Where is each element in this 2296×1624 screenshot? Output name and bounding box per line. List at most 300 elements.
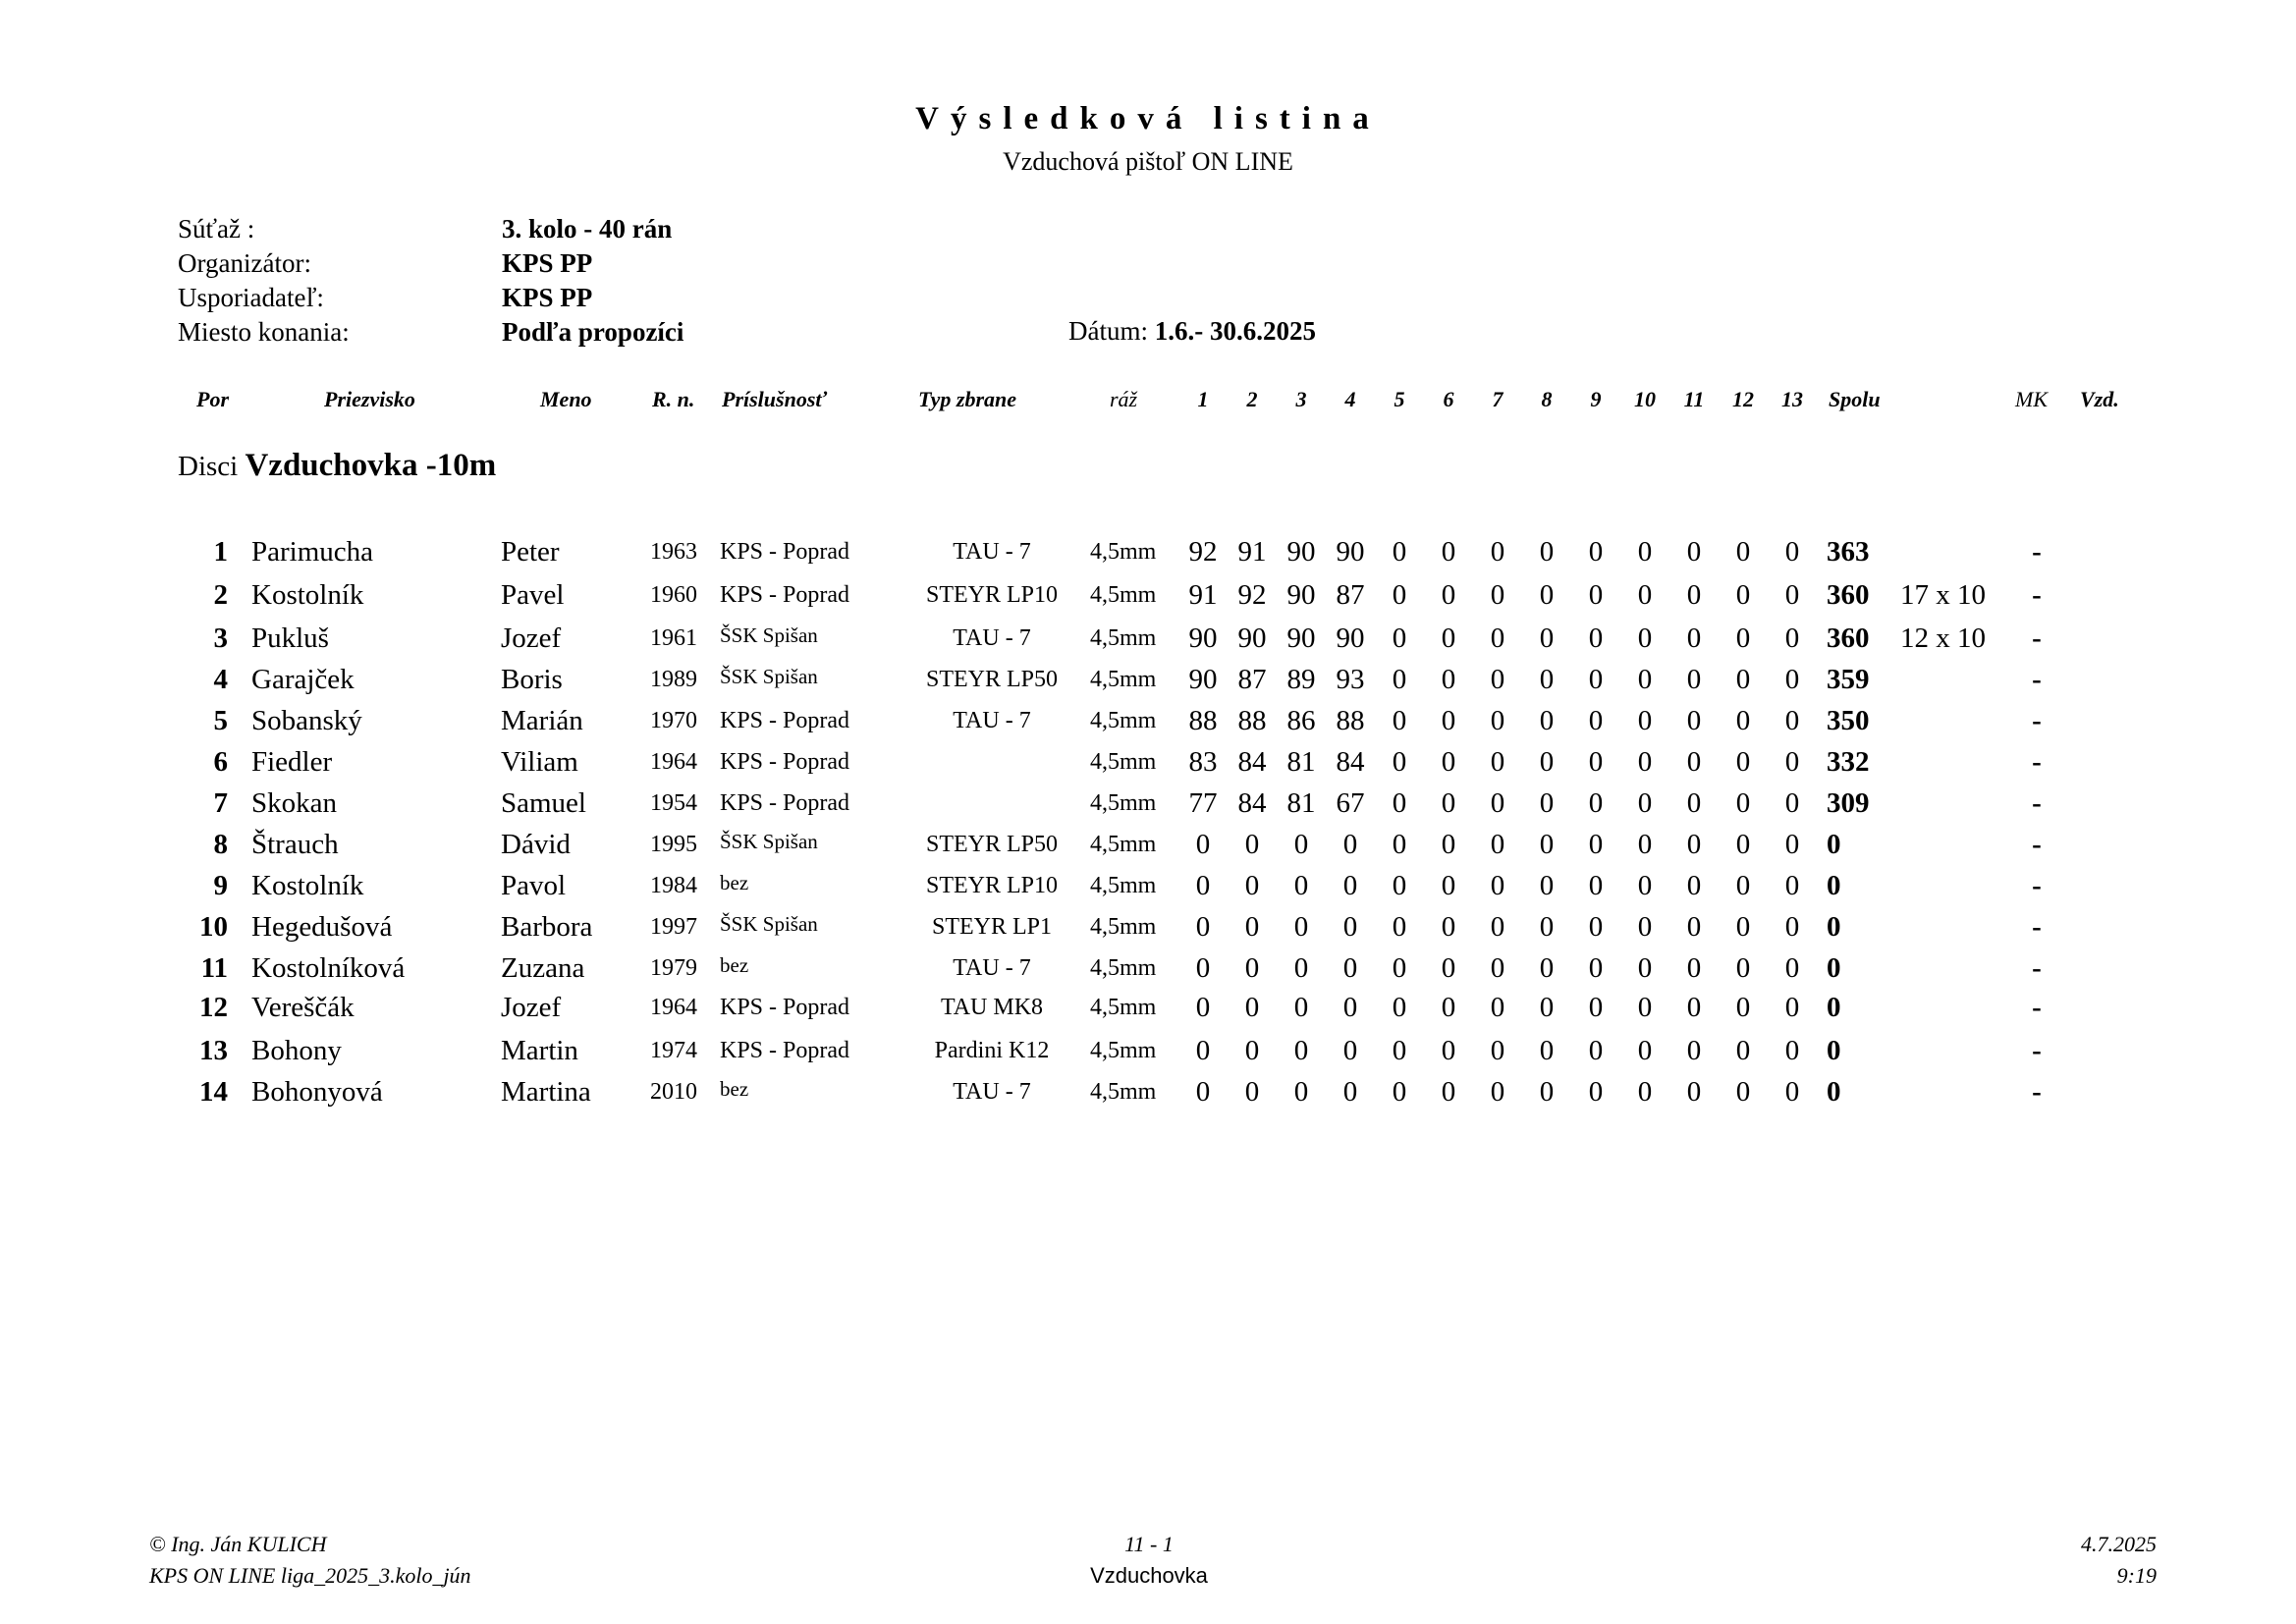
- series-score-cell: 0: [1293, 1035, 1309, 1066]
- caliber-cell: 4,5mm: [1090, 667, 1157, 692]
- info-label: Usporiadateľ:: [178, 283, 324, 312]
- caliber-cell: 4,5mm: [1090, 625, 1157, 651]
- total-cell: 332: [1827, 746, 1870, 778]
- series-score-cell: 0: [1441, 536, 1456, 568]
- series-score-cell: 0: [1342, 911, 1358, 943]
- series-score-cell: 0: [1784, 1076, 1800, 1108]
- gun-cell: TAU - 7: [953, 539, 1031, 565]
- rank-cell: 7: [213, 787, 228, 819]
- name-cell: Samuel: [501, 787, 586, 819]
- series-score-cell: 0: [1195, 992, 1211, 1023]
- surname-cell: Hegedušová: [251, 911, 393, 943]
- series-score-cell: 91: [1188, 579, 1218, 611]
- series-score-cell: 0: [1392, 664, 1407, 695]
- gun-cell: TAU MK8: [940, 995, 1044, 1020]
- series-score-cell: 0: [1735, 705, 1751, 736]
- series-score-cell: 0: [1293, 992, 1309, 1023]
- series-score-cell: 0: [1342, 992, 1358, 1023]
- club-cell: KPS - Poprad: [720, 708, 850, 733]
- rank-cell: 5: [213, 705, 228, 736]
- series-score-cell: 0: [1195, 870, 1211, 901]
- series-score-cell: 0: [1195, 911, 1211, 943]
- series-score-cell: 88: [1237, 705, 1267, 736]
- table-row: [0, 907, 2296, 947]
- total-cell: 0: [1827, 992, 1841, 1023]
- surname-cell: Kostolník: [251, 579, 364, 611]
- col-header-club: Príslušnosť: [722, 387, 828, 411]
- series-score-cell: 0: [1588, 664, 1604, 695]
- series-score-cell: 0: [1588, 705, 1604, 736]
- col-header-series-7: 7: [1492, 387, 1503, 411]
- series-score-cell: 0: [1588, 870, 1604, 901]
- year-cell: 1995: [650, 832, 697, 857]
- col-header-mk: MK: [2015, 387, 2048, 411]
- series-score-cell: 0: [1784, 623, 1800, 654]
- series-score-cell: 0: [1490, 579, 1505, 611]
- series-score-cell: 0: [1637, 992, 1653, 1023]
- footer-section: Vzduchovka: [1090, 1563, 1208, 1588]
- series-score-cell: 91: [1237, 536, 1267, 568]
- series-score-cell: 0: [1735, 623, 1751, 654]
- series-score-cell: 0: [1490, 787, 1505, 819]
- caliber-cell: 4,5mm: [1090, 914, 1157, 940]
- series-score-cell: 93: [1336, 664, 1365, 695]
- series-score-cell: 0: [1539, 1035, 1555, 1066]
- series-score-cell: 0: [1441, 579, 1456, 611]
- series-score-cell: 0: [1195, 1035, 1211, 1066]
- series-score-cell: 86: [1286, 705, 1316, 736]
- series-score-cell: 0: [1686, 911, 1702, 943]
- series-score-cell: 0: [1686, 664, 1702, 695]
- name-cell: Pavol: [501, 870, 567, 901]
- series-score-cell: 90: [1188, 664, 1218, 695]
- series-score-cell: 0: [1490, 746, 1505, 778]
- series-score-cell: 0: [1637, 705, 1653, 736]
- series-score-cell: 0: [1735, 870, 1751, 901]
- surname-cell: Fiedler: [251, 746, 333, 778]
- series-score-cell: 81: [1286, 746, 1316, 778]
- series-score-cell: 0: [1686, 579, 1702, 611]
- series-score-cell: 0: [1392, 829, 1407, 860]
- mk-cell: -: [2032, 579, 2042, 611]
- caliber-cell: 4,5mm: [1090, 582, 1157, 608]
- mk-cell: -: [2032, 870, 2042, 901]
- club-cell: ŠSK Spišan: [720, 623, 818, 647]
- col-header-surname: Priezvisko: [324, 387, 415, 411]
- info-value: 3. kolo - 40 rán: [502, 214, 673, 244]
- series-score-cell: 0: [1735, 911, 1751, 943]
- col-header-series-4: 4: [1344, 387, 1356, 411]
- date-field: [1068, 316, 1316, 347]
- surname-cell: Štrauch: [251, 829, 339, 860]
- col-header-series-2: 2: [1246, 387, 1258, 411]
- caliber-cell: 4,5mm: [1090, 955, 1157, 981]
- series-score-cell: 92: [1237, 579, 1267, 611]
- date-label: Dátum:: [1068, 316, 1148, 346]
- gun-cell: STEYR LP50: [925, 832, 1058, 857]
- series-score-cell: 0: [1392, 992, 1407, 1023]
- name-cell: Pavel: [501, 579, 565, 611]
- series-score-cell: 0: [1686, 870, 1702, 901]
- series-score-cell: 90: [1188, 623, 1218, 654]
- series-score-cell: 0: [1784, 1035, 1800, 1066]
- series-score-cell: 0: [1735, 787, 1751, 819]
- series-score-cell: 0: [1588, 992, 1604, 1023]
- page-title: Výsledková listina: [915, 101, 1381, 136]
- table-row: [0, 866, 2296, 905]
- col-header-vzd: Vzd.: [2080, 387, 2119, 411]
- col-header-name: Meno: [540, 387, 592, 411]
- club-cell: bez: [720, 953, 749, 977]
- series-score-cell: 0: [1784, 992, 1800, 1023]
- rank-cell: 14: [199, 1076, 228, 1108]
- mk-cell: -: [2032, 536, 2042, 568]
- series-score-cell: 0: [1784, 911, 1800, 943]
- mk-cell: -: [2032, 1035, 2042, 1066]
- caliber-cell: 4,5mm: [1090, 708, 1157, 733]
- series-score-cell: 0: [1784, 787, 1800, 819]
- club-cell: ŠSK Spišan: [720, 665, 818, 688]
- series-score-cell: 0: [1392, 623, 1407, 654]
- series-score-cell: 0: [1784, 705, 1800, 736]
- gun-cell: TAU - 7: [953, 625, 1031, 651]
- rank-cell: 9: [213, 870, 228, 901]
- series-score-cell: 81: [1286, 787, 1316, 819]
- series-score-cell: 0: [1686, 1035, 1702, 1066]
- series-score-cell: 0: [1588, 1076, 1604, 1108]
- rank-cell: 2: [213, 579, 228, 611]
- mk-cell: -: [2032, 1076, 2042, 1108]
- series-score-cell: 0: [1637, 1035, 1653, 1066]
- series-score-cell: 0: [1244, 992, 1260, 1023]
- series-score-cell: 0: [1490, 664, 1505, 695]
- series-score-cell: 0: [1686, 1076, 1702, 1108]
- col-header-series-5: 5: [1394, 387, 1405, 411]
- series-score-cell: 0: [1392, 1035, 1407, 1066]
- year-cell: 1964: [650, 749, 697, 775]
- club-cell: KPS - Poprad: [720, 1038, 850, 1063]
- rank-cell: 3: [213, 623, 228, 654]
- series-score-cell: 0: [1392, 536, 1407, 568]
- series-score-cell: 90: [1336, 623, 1365, 654]
- inner-tens-cell: 12 x 10: [1900, 623, 1986, 654]
- caliber-cell: 4,5mm: [1090, 873, 1157, 898]
- total-cell: 309: [1827, 787, 1870, 819]
- series-score-cell: 0: [1539, 911, 1555, 943]
- series-score-cell: 0: [1539, 664, 1555, 695]
- year-cell: 1989: [650, 667, 697, 692]
- series-score-cell: 0: [1490, 911, 1505, 943]
- rank-cell: 11: [200, 952, 228, 984]
- name-cell: Dávid: [501, 829, 571, 860]
- gun-cell: Pardini K12: [934, 1038, 1050, 1063]
- table-row: [0, 532, 2296, 571]
- series-score-cell: 0: [1686, 705, 1702, 736]
- series-score-cell: 77: [1188, 787, 1218, 819]
- name-cell: Martina: [501, 1076, 591, 1108]
- series-score-cell: 0: [1588, 829, 1604, 860]
- series-score-cell: 0: [1637, 911, 1653, 943]
- gun-cell: STEYR LP10: [925, 873, 1058, 898]
- rank-cell: 8: [213, 829, 228, 860]
- series-score-cell: 0: [1588, 1035, 1604, 1066]
- series-score-cell: 0: [1735, 579, 1751, 611]
- surname-cell: Bohonyová: [251, 1076, 383, 1108]
- total-cell: 360: [1827, 579, 1870, 611]
- series-score-cell: 0: [1293, 1076, 1309, 1108]
- caliber-cell: 4,5mm: [1090, 749, 1157, 775]
- series-score-cell: 90: [1286, 623, 1316, 654]
- gun-cell: STEYR LP1: [931, 914, 1052, 940]
- series-score-cell: 0: [1588, 952, 1604, 984]
- total-cell: 0: [1827, 1076, 1841, 1108]
- name-cell: Jozef: [501, 992, 562, 1023]
- club-cell: KPS - Poprad: [720, 539, 850, 565]
- total-cell: 360: [1827, 623, 1870, 654]
- series-score-cell: 0: [1539, 623, 1555, 654]
- footer-time: 9:19: [2116, 1563, 2157, 1588]
- year-cell: 1963: [650, 539, 697, 565]
- series-score-cell: 0: [1244, 870, 1260, 901]
- mk-cell: -: [2032, 992, 2042, 1023]
- year-cell: 1961: [650, 625, 697, 651]
- series-score-cell: 0: [1588, 536, 1604, 568]
- club-cell: ŠSK Spišan: [720, 830, 818, 853]
- series-score-cell: 0: [1392, 1076, 1407, 1108]
- total-cell: 0: [1827, 1035, 1841, 1066]
- series-score-cell: 84: [1237, 746, 1267, 778]
- footer-author: © Ing. Ján KULICH: [149, 1532, 327, 1556]
- col-header-series-8: 8: [1541, 387, 1553, 411]
- col-header-series-10: 10: [1634, 387, 1656, 411]
- footer-date: 4.7.2025: [2081, 1532, 2157, 1556]
- series-score-cell: 0: [1195, 829, 1211, 860]
- series-score-cell: 0: [1735, 992, 1751, 1023]
- series-score-cell: 0: [1539, 746, 1555, 778]
- caliber-cell: 4,5mm: [1090, 995, 1157, 1020]
- inner-tens-cell: 17 x 10: [1900, 579, 1986, 611]
- series-score-cell: 0: [1244, 952, 1260, 984]
- surname-cell: Pukluš: [251, 623, 329, 654]
- table-row: [0, 784, 2296, 823]
- page-subtitle: Vzduchová pištoľ ON LINE: [1003, 147, 1293, 176]
- series-score-cell: 92: [1188, 536, 1218, 568]
- col-header-gun: Typ zbrane: [918, 387, 1017, 411]
- series-score-cell: 0: [1490, 992, 1505, 1023]
- name-cell: Boris: [501, 664, 563, 695]
- name-cell: Marián: [501, 705, 583, 736]
- series-score-cell: 0: [1686, 746, 1702, 778]
- series-score-cell: 0: [1784, 746, 1800, 778]
- year-cell: 1970: [650, 708, 697, 733]
- series-score-cell: 87: [1237, 664, 1267, 695]
- series-score-cell: 0: [1441, 787, 1456, 819]
- footer-page: 11 - 1: [1124, 1532, 1174, 1556]
- col-header-year: R. n.: [652, 387, 695, 411]
- col-header-series-9: 9: [1590, 387, 1602, 411]
- gun-cell: STEYR LP10: [925, 582, 1058, 608]
- col-header-series-12: 12: [1732, 387, 1754, 411]
- series-score-cell: 0: [1588, 787, 1604, 819]
- series-score-cell: 0: [1490, 536, 1505, 568]
- series-score-cell: 0: [1342, 1035, 1358, 1066]
- caliber-cell: 4,5mm: [1090, 832, 1157, 857]
- series-score-cell: 0: [1588, 911, 1604, 943]
- series-score-cell: 89: [1286, 664, 1316, 695]
- discipline-heading: [178, 448, 496, 484]
- rank-cell: 4: [213, 664, 228, 695]
- series-score-cell: 0: [1588, 746, 1604, 778]
- series-score-cell: 0: [1392, 870, 1407, 901]
- series-score-cell: 0: [1539, 870, 1555, 901]
- series-score-cell: 0: [1686, 623, 1702, 654]
- series-score-cell: 0: [1441, 952, 1456, 984]
- surname-cell: Skokan: [251, 787, 337, 819]
- club-cell: KPS - Poprad: [720, 995, 850, 1020]
- year-cell: 1984: [650, 873, 697, 898]
- series-score-cell: 0: [1195, 952, 1211, 984]
- info-label: Organizátor:: [178, 248, 311, 278]
- surname-cell: Sobanský: [251, 705, 362, 736]
- series-score-cell: 0: [1392, 746, 1407, 778]
- total-cell: 0: [1827, 911, 1841, 943]
- discipline-name: Vzduchovka -10m: [245, 448, 497, 483]
- caliber-cell: 4,5mm: [1090, 539, 1157, 565]
- series-score-cell: 0: [1441, 664, 1456, 695]
- col-header-series-1: 1: [1197, 387, 1209, 411]
- series-score-cell: 0: [1735, 1035, 1751, 1066]
- table-row: [0, 742, 2296, 782]
- series-score-cell: 83: [1188, 746, 1218, 778]
- col-header-rank: Por: [196, 387, 229, 411]
- series-score-cell: 0: [1637, 746, 1653, 778]
- series-score-cell: 0: [1392, 952, 1407, 984]
- club-cell: KPS - Poprad: [720, 582, 850, 608]
- year-cell: 1960: [650, 582, 697, 608]
- series-score-cell: 0: [1637, 664, 1653, 695]
- series-score-cell: 0: [1735, 952, 1751, 984]
- series-score-cell: 0: [1686, 952, 1702, 984]
- series-score-cell: 0: [1342, 952, 1358, 984]
- name-cell: Martin: [501, 1035, 578, 1066]
- series-score-cell: 0: [1392, 911, 1407, 943]
- series-score-cell: 0: [1490, 1076, 1505, 1108]
- series-score-cell: 0: [1244, 1076, 1260, 1108]
- series-score-cell: 0: [1637, 787, 1653, 819]
- series-score-cell: 88: [1336, 705, 1365, 736]
- rank-cell: 10: [199, 911, 228, 943]
- series-score-cell: 0: [1735, 1076, 1751, 1108]
- series-score-cell: 0: [1490, 829, 1505, 860]
- series-score-cell: 0: [1539, 952, 1555, 984]
- series-score-cell: 0: [1392, 787, 1407, 819]
- series-score-cell: 87: [1336, 579, 1365, 611]
- surname-cell: Kostolník: [251, 870, 364, 901]
- series-score-cell: 0: [1490, 705, 1505, 736]
- caliber-cell: 4,5mm: [1090, 790, 1157, 816]
- series-score-cell: 0: [1441, 870, 1456, 901]
- table-row: [0, 825, 2296, 864]
- series-score-cell: 0: [1539, 829, 1555, 860]
- col-header-series-6: 6: [1443, 387, 1454, 411]
- series-score-cell: 0: [1539, 705, 1555, 736]
- club-cell: bez: [720, 1077, 749, 1101]
- rank-cell: 12: [199, 992, 228, 1023]
- discipline-prefix: Disci: [178, 451, 239, 482]
- series-score-cell: 0: [1637, 623, 1653, 654]
- series-score-cell: 0: [1637, 829, 1653, 860]
- info-value: KPS PP: [502, 283, 593, 312]
- col-header-series-13: 13: [1781, 387, 1803, 411]
- col-header-series-11: 11: [1683, 387, 1705, 411]
- series-score-cell: 0: [1441, 623, 1456, 654]
- mk-cell: -: [2032, 787, 2042, 819]
- surname-cell: Bohony: [251, 1035, 342, 1066]
- total-cell: 0: [1827, 870, 1841, 901]
- mk-cell: -: [2032, 623, 2042, 654]
- info-value: Podľa propozíci: [502, 317, 684, 347]
- series-score-cell: 0: [1784, 579, 1800, 611]
- series-score-cell: 90: [1286, 536, 1316, 568]
- club-cell: ŠSK Spišan: [720, 912, 818, 936]
- year-cell: 1964: [650, 995, 697, 1020]
- year-cell: 1997: [650, 914, 697, 940]
- surname-cell: Vereščák: [251, 992, 355, 1023]
- year-cell: 1979: [650, 955, 697, 981]
- mk-cell: -: [2032, 705, 2042, 736]
- series-score-cell: 0: [1244, 829, 1260, 860]
- rank-cell: 13: [199, 1035, 228, 1066]
- series-score-cell: 0: [1637, 870, 1653, 901]
- series-score-cell: 0: [1735, 829, 1751, 860]
- total-cell: 0: [1827, 952, 1841, 984]
- series-score-cell: 0: [1490, 870, 1505, 901]
- table-row: [0, 575, 2296, 615]
- series-score-cell: 0: [1784, 536, 1800, 568]
- series-score-cell: 0: [1735, 536, 1751, 568]
- footer-file: KPS ON LINE liga_2025_3.kolo_jún: [149, 1563, 471, 1588]
- series-score-cell: 0: [1342, 1076, 1358, 1108]
- col-header-series-3: 3: [1295, 387, 1307, 411]
- col-header-caliber: ráž: [1110, 387, 1138, 411]
- name-cell: Zuzana: [501, 952, 585, 984]
- table-row: [0, 1031, 2296, 1070]
- series-score-cell: 0: [1490, 623, 1505, 654]
- series-score-cell: 0: [1686, 787, 1702, 819]
- rank-cell: 1: [213, 536, 228, 568]
- mk-cell: -: [2032, 829, 2042, 860]
- series-score-cell: 0: [1490, 952, 1505, 984]
- club-cell: bez: [720, 871, 749, 894]
- gun-cell: TAU - 7: [953, 1079, 1031, 1105]
- table-row: [0, 988, 2296, 1027]
- caliber-cell: 4,5mm: [1090, 1079, 1157, 1105]
- surname-cell: Parimucha: [251, 536, 374, 568]
- mk-cell: -: [2032, 911, 2042, 943]
- gun-cell: TAU - 7: [953, 708, 1031, 733]
- series-score-cell: 88: [1188, 705, 1218, 736]
- series-score-cell: 0: [1392, 579, 1407, 611]
- series-score-cell: 0: [1539, 536, 1555, 568]
- series-score-cell: 0: [1637, 952, 1653, 984]
- series-score-cell: 0: [1637, 536, 1653, 568]
- total-cell: 350: [1827, 705, 1870, 736]
- series-score-cell: 0: [1686, 992, 1702, 1023]
- series-score-cell: 0: [1441, 705, 1456, 736]
- total-cell: 363: [1827, 536, 1870, 568]
- table-row: [0, 701, 2296, 740]
- surname-cell: Kostolníková: [251, 952, 406, 984]
